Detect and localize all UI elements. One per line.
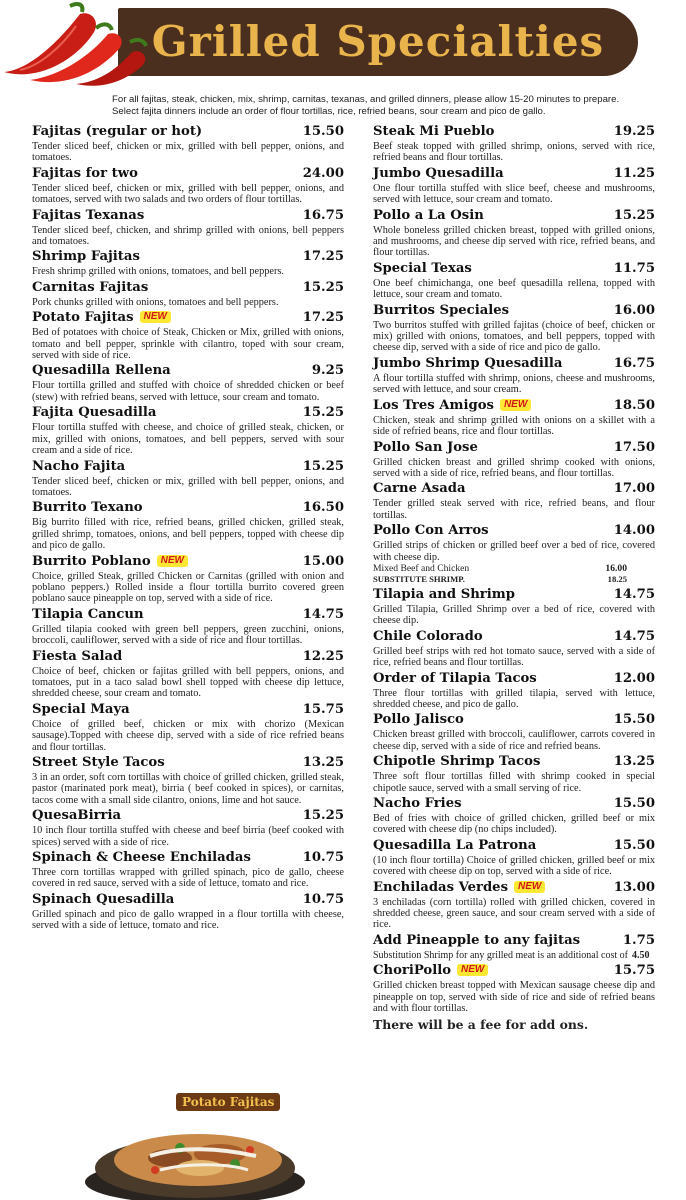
menu-item-name: [373, 259, 472, 278]
menu-item-price: 16.75: [613, 355, 655, 371]
menu-item: [373, 259, 655, 301]
menu-item-description: Tender sliced beef, chicken or mix, grilled with bell pepper, onions, and tomatoes.: [32, 475, 344, 498]
menu-item-description: Chicken, steak and shrimp grilled with onions on a skillet with a side of refried beans, rice and flour tortillas.: [373, 414, 655, 438]
menu-item-name-text: Spinach & Cheese Enchiladas: [32, 850, 251, 866]
menu-item-price: 12.00: [613, 670, 655, 686]
substitution-price: 18.25: [607, 573, 627, 584]
menu-item-header: [32, 848, 344, 867]
menu-item-name-text: Nacho Fries: [373, 796, 462, 811]
menu-item: [373, 479, 655, 521]
menu-item-name-text: Tilapia Cancun: [32, 606, 144, 622]
menu-item-name-text: ChoriPollo: [373, 963, 452, 979]
substitution-row: [373, 563, 655, 574]
menu-item: [373, 122, 655, 164]
menu-item-price: 15.50: [613, 712, 655, 728]
menu-item: [32, 361, 344, 403]
menu-item-header: [32, 498, 344, 517]
menu-item: [373, 521, 655, 563]
menu-item-name: [32, 647, 122, 666]
menu-item-header: [32, 890, 344, 909]
menu-item-name: [373, 164, 504, 183]
menu-item-header: [373, 301, 655, 320]
menu-item-name-text: QuesaBirria: [32, 808, 122, 824]
menu-item-description: Whole boneless grilled chicken breast, topped with grilled onions, and mushrooms, and cheese dip served with rice, refried beans, and flour tortillas.: [373, 224, 655, 259]
menu-item-name: [32, 247, 140, 266]
menu-item-name-text: Jumbo Quesadilla: [373, 165, 504, 181]
add-ons-fee-note: There will be a fee for add ons.: [373, 1016, 589, 1032]
menu-item: [373, 836, 655, 878]
menu-item: [32, 164, 344, 206]
new-badge: NEW: [457, 964, 488, 976]
menu-item-header: [373, 164, 655, 183]
new-badge: NEW: [500, 399, 531, 411]
menu-item-price: 18.50: [613, 397, 655, 413]
menu-item-description: (10 inch flour tortilla) Choice of grilled chicken, grilled beef or mix covered with cheese dip on top, served with a side of rice.: [373, 854, 655, 878]
menu-item-header: [32, 403, 344, 422]
menu-item-name: [373, 122, 494, 141]
menu-item-price: 15.50: [613, 796, 655, 811]
menu-item: [32, 247, 344, 277]
menu-item-description: Tender grilled steak served with rice, refried beans, and flour tortillas.: [373, 498, 655, 521]
menu-item-name-text: Enchiladas Verdes: [373, 879, 508, 895]
menu-item-header: [373, 710, 655, 729]
menu-item-header: [32, 700, 344, 719]
menu-item-header: [373, 585, 655, 604]
substitution-row: [373, 574, 655, 585]
menu-item-header: [32, 122, 344, 141]
menu-item-description: 3 in an order, soft corn tortillas with choice of grilled chicken, grilled steak, pastor (marinated pork meat), birria ( beef cooked in spices), or carnitas, tacos come with a small side cilantro, onions, lime and hot sauce.: [32, 772, 344, 806]
menu-item-name-text: Street Style Tacos: [32, 755, 165, 770]
menu-item-description: Grilled spinach and pico de gallo wrapped in a flour tortilla with cheese, served with a side of lettuce, tomato and rice.: [32, 908, 344, 932]
menu-item: [373, 438, 655, 480]
menu-item: [373, 878, 655, 931]
menu-item-header: [373, 669, 655, 688]
menu-item-header: [373, 836, 655, 855]
menu-item-name-text: Pollo Con Arros: [373, 523, 489, 539]
menu-item-description: Choice of beef, chicken or fajitas grilled with bell peppers, onions, and tomatoes, put in a taco salad bowl shell topped with cheese dip lettuce, shredded cheese, sour cream and tomato.: [32, 665, 344, 700]
menu-item-description: Choice, grilled Steak, grilled Chicken or Carnitas (grilled with onion and poblano peppers.) Rolled inside a flour tortilla burrito covered green poblano sauce pineapple on top, served with a side of rice.: [32, 570, 344, 605]
menu-item-price: 17.50: [613, 439, 655, 455]
menu-item-name-text: Fajitas (regular or hot): [32, 124, 203, 139]
menu-item-name-text: Fajitas for two: [32, 165, 138, 181]
new-badge: NEW: [514, 881, 545, 893]
menu-item-price: 15.75: [302, 701, 344, 717]
menu-item-description: Two burritos stuffed with grilled fajitas (choice of beef, chicken or mix) grilled with onions, tomatoes, and bell peppers, topped with cheese dip, served with a side of rice and pico de gallo.: [373, 319, 655, 354]
menu-item-header: [32, 247, 344, 266]
menu-item: [32, 605, 344, 647]
menu-item-header: [32, 164, 344, 183]
menu-item-price: 11.25: [613, 165, 655, 181]
menu-item: [373, 396, 655, 438]
menu-item-name: [32, 206, 144, 225]
menu-item-description: Flour tortilla stuffed with cheese, and choice of grilled steak, chicken, or mix, grilled with onions, tomatoes, and bell peppers, served with sour cream and a side of rice.: [32, 422, 344, 457]
menu-column-right: [373, 122, 655, 1034]
menu-item-name: [32, 806, 121, 825]
menu-item-name: [373, 438, 478, 457]
menu-item-header: [373, 794, 655, 813]
menu-item: [32, 552, 344, 605]
menu-item-name-text: Add Pineapple to any fajitas: [373, 932, 581, 948]
menu-item-header: [32, 647, 344, 666]
menu-item-name: [373, 585, 515, 604]
menu-item-header: [32, 206, 344, 225]
menu-item-price: 17.25: [302, 310, 344, 326]
menu-item-description: Pork chunks grilled with onions, tomatoes and bell peppers.: [32, 296, 279, 308]
menu-item-price: 15.25: [302, 808, 344, 824]
menu-item-price: 15.25: [302, 458, 344, 474]
menu-item-header: [373, 479, 655, 498]
menu-item-price: 19.25: [613, 124, 655, 139]
menu-item-description: Tender sliced beef, chicken, and shrimp grilled with onions, bell peppers and tomatoes.: [32, 224, 344, 248]
menu-item-header: [373, 627, 655, 646]
menu-item-header: [32, 457, 344, 476]
menu-item-description: Tender sliced beef, chicken or mix, grilled with bell pepper, onions, and tomatoes, served with two salads and two orders of flour tortillas.: [32, 182, 344, 206]
menu-item-name: [373, 354, 562, 373]
menu-item-price: 9.25: [311, 363, 344, 379]
menu-item-description: 10 inch flour tortilla stuffed with cheese and beef birria (beef cooked with spices) served with a side of rice.: [32, 825, 344, 848]
menu-item-description: Flour tortilla grilled and stuffed with choice of shredded chicken or beef (stew) with refried beans, served with lettuce, sour cream and tomato.: [32, 380, 344, 403]
menu-item-description: Choice of grilled beef, chicken or mix with chorizo (Mexican sausage).Topped with cheese dip, served with a side of rice refried beans and flour tortillas.: [32, 718, 344, 753]
menu-item-header: [373, 521, 655, 540]
menu-item-price: 15.00: [302, 553, 344, 569]
menu-item: [32, 498, 344, 551]
menu-item-price: 10.75: [302, 891, 344, 907]
menu-item-price: 15.25: [302, 279, 344, 295]
menu-item: [373, 710, 655, 752]
menu-item-name: [32, 403, 156, 422]
menu-item-header: [32, 605, 344, 624]
menu-item-name: [32, 605, 144, 624]
menu-item: [373, 585, 655, 627]
menu-item-name-text: Steak Mi Pueblo: [373, 124, 495, 139]
menu-item-description: One beef chimichanga, one beef quesadilla rellena, topped with lettuce, sour cream and tomato.: [373, 277, 655, 301]
menu-item-name: [373, 836, 536, 855]
menu-item-price: 14.00: [613, 523, 655, 539]
menu-item-name: [373, 710, 464, 729]
menu-item-description: Grilled chicken breast topped with Mexican sausage cheese dip and pineapple on top, served with side of rice and side of refried beans and with flour tortillas.: [373, 980, 655, 1015]
menu-item-name-text: Los Tres Amigos: [373, 397, 494, 413]
menu-item-price: 16.75: [302, 207, 344, 223]
menu-item-description: Fresh shrimp grilled with onions, tomatoes, and bell peppers.: [32, 266, 284, 278]
menu-column-left: [32, 122, 344, 932]
photo-caption: Potato Fajitas: [176, 1093, 280, 1111]
menu-item-description: Grilled Tilapia, Grilled Shrimp over a bed of rice, covered with cheese dip.: [373, 603, 655, 627]
menu-item-description: Grilled tilapia cooked with green bell peppers, green zucchini, onions, broccoli, cauliflower, served with a side of rice and flour tortillas.: [32, 623, 344, 647]
menu-item: [32, 278, 344, 308]
substitution-price: 16.00: [605, 562, 627, 574]
menu-item-name: [373, 752, 540, 771]
menu-item: [32, 403, 344, 456]
menu-item-price: 1.75: [622, 932, 655, 948]
menu-item: [32, 753, 344, 806]
menu-item-description: Three soft flour tortillas filled with shrimp cooked in special chipotle sauce, served with a small serving of rice.: [373, 771, 655, 794]
menu-item-description: Three corn tortillas wrapped with grilled spinach, pico de gallo, cheese covered in red sauce, served with a side of lettuce, tomato and rice.: [32, 867, 344, 890]
substitution-label: SUBSTITUTE SHRIMP.: [373, 573, 465, 584]
shrimp-substitution-note: [373, 950, 655, 962]
menu-item-name-text: Fiesta Salad: [32, 648, 123, 664]
menu-item-header: [373, 752, 655, 771]
menu-item-name: [373, 878, 545, 897]
menu-item-name: [373, 627, 483, 646]
menu-item-description: 3 enchiladas (corn tortilla) rolled with grilled chicken, covered in shredded cheese, green sauce, and sour cream served with a side of rice.: [373, 896, 655, 931]
menu-item: [373, 794, 655, 836]
menu-item-name: [32, 498, 143, 517]
menu-item-name: [373, 396, 531, 415]
menu-item-price: 15.25: [613, 207, 655, 223]
menu-item-name-text: Chipotle Shrimp Tacos: [373, 754, 541, 770]
menu-item-header: [373, 206, 655, 225]
menu-item-name-text: Pollo a La Osin: [373, 207, 484, 223]
menu-item-header: [32, 361, 344, 380]
menu-item-price: 13.25: [302, 755, 344, 770]
menu-item-price: 15.25: [302, 405, 344, 421]
menu-item-header: [32, 806, 344, 825]
menu-item-description: Big burrito filled with rice, refried beans, grilled chicken, grilled steak, grilled shrimp, tomatoes, onions, and bell peppers, topped with cheese dip and pico de gallo.: [32, 517, 344, 552]
menu-item-header: [373, 122, 655, 141]
new-badge: NEW: [157, 555, 188, 567]
menu-item: [373, 206, 655, 259]
menu-item-description: Grilled beef strips with red hot tomato sauce, served with a side of rice, refried beans and flour tortillas.: [373, 645, 655, 669]
menu-item-name-text: Pollo Jalisco: [373, 712, 464, 728]
menu-item-name-text: Chile Colorado: [373, 628, 483, 644]
menu-item-header: [32, 308, 344, 327]
menu-item-name-text: Potato Fajitas: [32, 310, 134, 326]
menu-item: [32, 647, 344, 700]
intro-text: For all fajitas, steak, chicken, mix, shrimp, carnitas, texanas, and grilled dinners, please allow 15-20 minutes to prepare. Select fajita dinners include an order of flour tortillas, rice, refried beans, sour cream and pico de gallo.: [112, 94, 620, 117]
menu-item-header: [32, 552, 344, 571]
menu-item-name-text: Burritos Speciales: [373, 302, 510, 318]
menu-item-price: 10.75: [302, 850, 344, 866]
menu-item-price: 24.00: [302, 165, 344, 181]
menu-item: [373, 669, 655, 711]
menu-item-name: [32, 848, 251, 867]
menu-item-name: [32, 552, 188, 571]
menu-item-name-text: Quesadilla La Patrona: [373, 837, 537, 853]
menu-item-price: 15.50: [613, 837, 655, 853]
menu-item-price: 14.75: [302, 606, 344, 622]
menu-item-price: 15.75: [613, 963, 655, 979]
menu-item-description: One flour tortilla stuffed with slice beef, cheese and mushrooms, served with lettuce, sour cream and tomato.: [373, 182, 655, 206]
menu-item-price: 16.00: [613, 302, 655, 318]
new-badge: NEW: [140, 311, 171, 323]
menu-item-description: Tender sliced beef, chicken or mix, grilled with bell pepper, onions, and tomatoes.: [32, 141, 344, 164]
menu-item-header: [32, 278, 344, 297]
menu-item-name: [373, 479, 466, 498]
note-price: 4.50: [631, 949, 650, 961]
menu-item-name: [32, 890, 174, 909]
menu-item-name-text: Carne Asada: [373, 481, 466, 497]
chili-peppers-icon: [0, 0, 160, 90]
menu-item-name: [32, 361, 171, 380]
menu-item: [373, 627, 655, 669]
menu-item-name-text: Special Texas: [373, 260, 472, 276]
page-title: Grilled Specialties: [151, 17, 605, 66]
menu-item-description: Beef steak topped with grilled shrimp, onions, served with rice, refried beans and flour tortillas.: [373, 141, 655, 164]
menu-item-header: [373, 396, 655, 415]
menu-item-description: A flour tortilla stuffed with shrimp, onions, cheese and mushrooms, served with lettuce, and sour cream.: [373, 372, 655, 396]
menu-item: [32, 206, 344, 248]
menu-item: [32, 308, 344, 361]
menu-item-name-text: Burrito Poblano: [32, 553, 151, 569]
menu-item-price: 13.00: [613, 879, 655, 895]
menu-item-name-text: Carnitas Fajitas: [32, 279, 149, 295]
menu-item: [373, 354, 655, 396]
menu-item-price: 17.25: [302, 249, 344, 265]
menu-item: [373, 164, 655, 206]
menu-item-name: [373, 521, 489, 540]
menu-item-header: [373, 259, 655, 278]
menu-item-name: [32, 164, 138, 183]
substitution-label: Mixed Beef and Chicken: [373, 562, 470, 574]
menu-item: [32, 848, 344, 890]
menu-item: [373, 752, 655, 794]
menu-item-description: Chicken breast grilled with broccoli, cauliflower, carrots covered in cheese dip, served with a side of rice and refried beans.: [373, 729, 655, 752]
menu-item-name-text: Fajitas Texanas: [32, 207, 145, 223]
note-text: Substitution Shrimp for any grilled meat is an additional cost of: [373, 949, 628, 961]
menu-item-description: Grilled chicken breast and grilled shrimp cooked with onions, served with a side of rice, refried beans, and flour tortillas.: [373, 456, 655, 479]
menu-item: [32, 700, 344, 753]
menu-item-name: [32, 753, 165, 772]
menu-item: [32, 890, 344, 932]
menu-item-name: [373, 794, 462, 813]
menu-item-price: 15.50: [302, 124, 344, 139]
menu-item-name-text: Order of Tilapia Tacos: [373, 670, 537, 686]
menu-item: [32, 457, 344, 499]
menu-item-name: [32, 122, 202, 141]
menu-item-name: [32, 278, 148, 297]
menu-item-name: [373, 206, 484, 225]
menu-item: [32, 806, 344, 848]
menu-item-name-text: Nacho Fajita: [32, 458, 126, 474]
menu-item-header: [373, 438, 655, 457]
menu-item-name-text: Quesadilla Rellena: [32, 363, 171, 379]
menu-item-description: Bed of fries with choice of grilled chicken, grilled beef or mix covered with cheese dip (no chips included).: [373, 813, 655, 836]
menu-item-price: 11.75: [613, 260, 655, 276]
menu-item-name: [32, 308, 171, 327]
menu-item-header: [373, 961, 655, 980]
menu-item-price: 17.00: [613, 481, 655, 497]
menu-item-header: [373, 878, 655, 897]
menu-item-price: 16.50: [302, 500, 344, 516]
menu-item-price: 14.75: [613, 628, 655, 644]
menu-item-name: [32, 457, 125, 476]
menu-item-name-text: Burrito Texano: [32, 500, 143, 516]
menu-item-name: [373, 301, 509, 320]
menu-item-name: [373, 961, 488, 980]
menu-item-name-text: Fajita Quesadilla: [32, 405, 157, 421]
menu-item: [32, 122, 344, 164]
menu-item-price: 12.25: [302, 648, 344, 664]
menu-item-header: [32, 753, 344, 772]
menu-item-name: [373, 669, 537, 688]
menu-item-name-text: Jumbo Shrimp Quesadilla: [373, 355, 563, 371]
menu-item-name: [32, 700, 130, 719]
menu-item-name-text: Pollo San Jose: [373, 439, 478, 455]
menu-item-header: [373, 354, 655, 373]
menu-item-name-text: Spinach Quesadilla: [32, 891, 175, 907]
menu-item-name-text: Tilapia and Shrimp: [373, 586, 515, 602]
menu-item: [373, 931, 655, 950]
menu-item-description: Grilled strips of chicken or grilled beef over a bed of rice, covered with cheese dip.: [373, 540, 655, 563]
menu-item: [373, 301, 655, 354]
menu-item: [373, 961, 655, 1014]
menu-item-price: 14.75: [613, 586, 655, 602]
menu-item-name-text: Shrimp Fajitas: [32, 249, 140, 265]
menu-item-header: [373, 931, 655, 950]
menu-item-price: 13.25: [613, 754, 655, 770]
menu-item-description: Bed of potatoes with choice of Steak, Chicken or Mix, grilled with onions, tomato and bell pepper, sprinkle with cilantro, toped with sour cream, served with side of rice.: [32, 327, 344, 362]
menu-item-name-text: Special Maya: [32, 701, 130, 717]
menu-item-name: [373, 931, 580, 950]
menu-item-description: Three flour tortillas with grilled tilapia, served with lettuce, shredded cheese, and pico de gallo.: [373, 687, 655, 710]
